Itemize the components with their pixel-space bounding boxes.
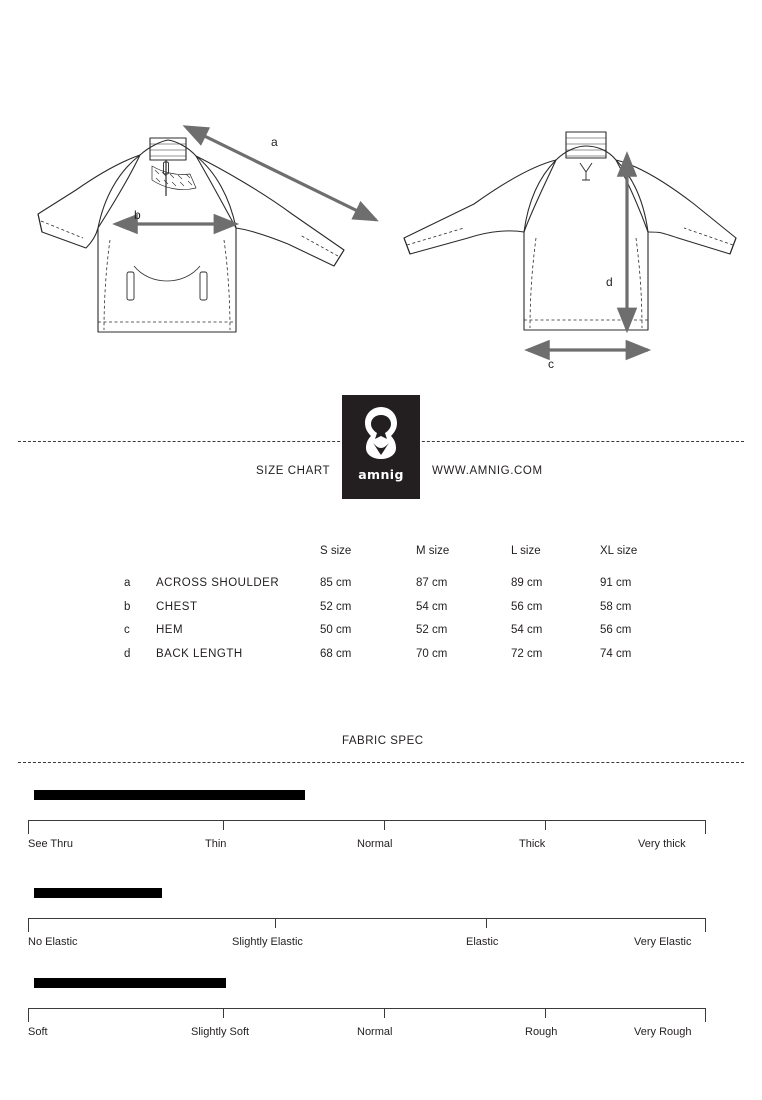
scale-label: Thick [519,838,546,850]
row-label: BACK LENGTH [156,647,243,660]
row-key: c [124,624,130,636]
back-view [404,132,736,330]
cell-xl: 56 cm [600,624,632,636]
cell-m: 87 cm [416,577,448,589]
callout-d-back: d [606,275,613,289]
brand-logo [342,395,420,499]
col-header-l: L size [511,545,541,557]
scale-tick [275,919,276,928]
scale-tick [545,1009,546,1018]
cell-s: 68 cm [320,647,352,660]
scale-label: Very Rough [634,1026,692,1038]
divider-fabric [18,762,744,763]
cell-m: 54 cm [416,600,448,613]
fabric-spec-title: FABRIC SPEC [342,735,424,747]
scale-tick [545,821,546,830]
scale-label: Very Elastic [634,936,692,948]
scale-tick [486,919,487,928]
row-key: d [124,647,131,660]
col-header-xl: XL size [600,545,638,557]
scale-axis [28,918,706,932]
row-label: HEM [156,624,184,636]
scale-tick [223,821,224,830]
scale-label: Very thick [638,838,686,850]
garment-illustrations [0,0,762,390]
bull-logo-icon [359,403,403,461]
scale-tick [384,821,385,830]
brand-wordmark: amnig [358,467,404,482]
callout-c-back: c [548,357,554,371]
cell-l: 56 cm [511,600,543,613]
callout-a-front: a [271,135,278,149]
cell-l: 72 cm [511,647,543,660]
back-measure-arrows [528,155,648,350]
scale-label: Slightly Elastic [232,936,303,948]
scale-label: Normal [357,838,393,850]
size-chart-label: SIZE CHART [256,465,331,477]
table-row [0,601,762,625]
cell-s: 52 cm [320,600,352,613]
cell-xl: 58 cm [600,600,632,613]
scale-label: Soft [28,1026,48,1038]
row-label: CHEST [156,600,198,613]
front-measure-arrows [116,127,376,224]
callout-b-front: b [134,208,141,222]
table-row [0,577,762,601]
scale-label: Normal [357,1026,393,1038]
scale-fill-bar [34,978,226,988]
scale-tick [223,1009,224,1018]
website-label: WWW.AMNIG.COM [432,465,543,477]
table-header-row [0,545,762,577]
garment-diagram-svg [0,0,762,390]
table-row [0,648,762,672]
scale-label: Slightly Soft [191,1026,250,1038]
cell-s: 50 cm [320,624,352,636]
cell-m: 52 cm [416,624,448,636]
cell-xl: 91 cm [600,577,632,589]
scale-label: Thin [205,838,227,850]
cell-m: 70 cm [416,647,448,660]
scale-tick [384,1009,385,1018]
scale-fill-bar [34,888,162,898]
cell-l: 89 cm [511,577,543,589]
scale-tick-labels [28,838,706,854]
table-row [0,624,762,648]
cell-l: 54 cm [511,624,543,636]
scale-label: Elastic [466,936,499,948]
row-key: b [124,600,131,613]
col-header-m: M size [416,545,450,557]
size-table [0,545,762,671]
cell-s: 85 cm [320,577,352,589]
scale-label: Rough [525,1026,558,1038]
front-view [38,138,344,332]
scale-label: See Thru [28,838,74,850]
cell-xl: 74 cm [600,647,632,660]
scale-axis [28,820,706,834]
row-key: a [124,577,131,589]
scale-tick-labels [28,936,706,952]
scale-axis [28,1008,706,1022]
col-header-s: S size [320,545,352,557]
scale-fill-bar [34,790,305,800]
scale-tick-labels [28,1026,706,1042]
row-label: ACROSS SHOULDER [156,577,280,589]
scale-label: No Elastic [28,936,78,948]
